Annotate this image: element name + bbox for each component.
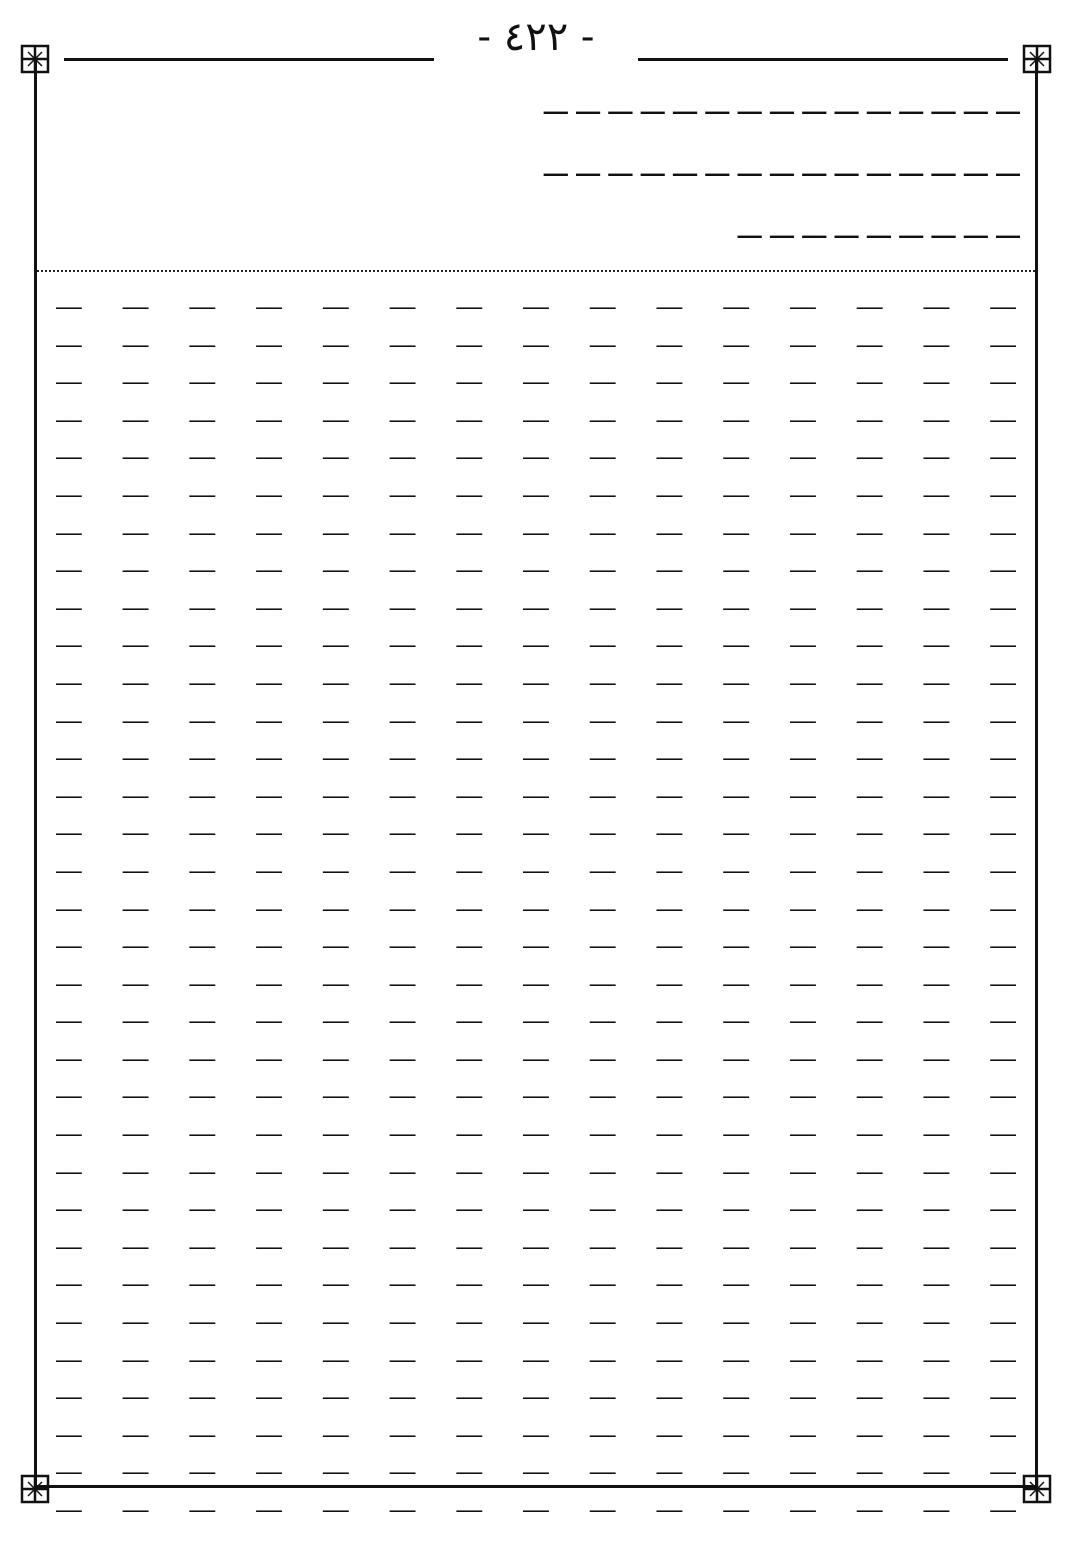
commentary-line: ـــــ ـــــ ـــــ ـــــ ـــــ ـــــ ـــــ ـــــ ـــــ ـــــ ـــــ ـــــ ـــــ ـــــ ـــــ	[56, 857, 1016, 878]
page-number: - ٤٢٢ -	[477, 14, 595, 60]
commentary-line: ـــــ ـــــ ـــــ ـــــ ـــــ ـــــ ـــــ ـــــ ـــــ ـــــ ـــــ ـــــ ـــــ ـــــ ـــــ	[56, 1309, 1016, 1330]
commentary-line: ـــــ ـــــ ـــــ ـــــ ـــــ ـــــ ـــــ ـــــ ـــــ ـــــ ـــــ ـــــ ـــــ ـــــ ـــــ	[56, 895, 1016, 916]
commentary-line: ـــــ ـــــ ـــــ ـــــ ـــــ ـــــ ـــــ ـــــ ـــــ ـــــ ـــــ ـــــ ـــــ ـــــ ـــــ	[56, 406, 1016, 427]
corner-ornament-icon	[20, 1474, 50, 1504]
commentary-line: ـــــ ـــــ ـــــ ـــــ ـــــ ـــــ ـــــ ـــــ ـــــ ـــــ ـــــ ـــــ ـــــ ـــــ ـــــ	[56, 1158, 1016, 1179]
commentary-line: ـــــ ـــــ ـــــ ـــــ ـــــ ـــــ ـــــ ـــــ ـــــ ـــــ ـــــ ـــــ ـــــ ـــــ ـــــ	[56, 444, 1016, 465]
commentary-line: ـــــ ـــــ ـــــ ـــــ ـــــ ـــــ ـــــ ـــــ ـــــ ـــــ ـــــ ـــــ ـــــ ـــــ ـــــ	[56, 1045, 1016, 1066]
commentary-line: ـــــ ـــــ ـــــ ـــــ ـــــ ـــــ ـــــ ـــــ ـــــ ـــــ ـــــ ـــــ ـــــ ـــــ ـــــ	[56, 481, 1016, 502]
commentary-line: ـــــ ـــــ ـــــ ـــــ ـــــ ـــــ ـــــ ـــــ ـــــ ـــــ ـــــ ـــــ ـــــ ـــــ ـــــ	[56, 707, 1016, 728]
commentary-line: ـــــ ـــــ ـــــ ـــــ ـــــ ـــــ ـــــ ـــــ ـــــ ـــــ ـــــ ـــــ ـــــ ـــــ ـــــ	[56, 1346, 1016, 1367]
commentary-line: ـــــ ـــــ ـــــ ـــــ ـــــ ـــــ ـــــ ـــــ ـــــ ـــــ ـــــ ـــــ ـــــ ـــــ ـــــ	[56, 782, 1016, 803]
hadith-line: ـــ ـــ ـــ ـــ ـــ ـــ ـــ ـــ ـــ ـــ ـــ ـــ ـــ ـــ ـــ	[543, 90, 1020, 121]
commentary-line: ـــــ ـــــ ـــــ ـــــ ـــــ ـــــ ـــــ ـــــ ـــــ ـــــ ـــــ ـــــ ـــــ ـــــ ـــــ	[56, 1233, 1016, 1254]
commentary-line: ـــــ ـــــ ـــــ ـــــ ـــــ ـــــ ـــــ ـــــ ـــــ ـــــ ـــــ ـــــ ـــــ ـــــ ـــــ	[56, 745, 1016, 766]
commentary-line: ـــــ ـــــ ـــــ ـــــ ـــــ ـــــ ـــــ ـــــ ـــــ ـــــ ـــــ ـــــ ـــــ ـــــ ـــــ	[56, 933, 1016, 954]
commentary-text	[56, 286, 1016, 1527]
commentary-line: ـــــ ـــــ ـــــ ـــــ ـــــ ـــــ ـــــ ـــــ ـــــ ـــــ ـــــ ـــــ ـــــ ـــــ ـــــ	[56, 970, 1016, 991]
commentary-line: ـــــ ـــــ ـــــ ـــــ ـــــ ـــــ ـــــ ـــــ ـــــ ـــــ ـــــ ـــــ ـــــ ـــــ ـــــ	[56, 820, 1016, 841]
commentary-line: ـــــ ـــــ ـــــ ـــــ ـــــ ـــــ ـــــ ـــــ ـــــ ـــــ ـــــ ـــــ ـــــ ـــــ ـــــ	[56, 1008, 1016, 1029]
commentary-line: ـــــ ـــــ ـــــ ـــــ ـــــ ـــــ ـــــ ـــــ ـــــ ـــــ ـــــ ـــــ ـــــ ـــــ ـــــ	[56, 1271, 1016, 1292]
commentary-line: ـــــ ـــــ ـــــ ـــــ ـــــ ـــــ ـــــ ـــــ ـــــ ـــــ ـــــ ـــــ ـــــ ـــــ ـــــ	[56, 594, 1016, 615]
section-divider	[37, 270, 1035, 272]
commentary-line: ـــــ ـــــ ـــــ ـــــ ـــــ ـــــ ـــــ ـــــ ـــــ ـــــ ـــــ ـــــ ـــــ ـــــ ـــــ	[56, 369, 1016, 390]
commentary-line: ـــــ ـــــ ـــــ ـــــ ـــــ ـــــ ـــــ ـــــ ـــــ ـــــ ـــــ ـــــ ـــــ ـــــ ـــــ	[56, 669, 1016, 690]
corner-ornament-icon	[20, 44, 50, 74]
commentary-line: ـــــ ـــــ ـــــ ـــــ ـــــ ـــــ ـــــ ـــــ ـــــ ـــــ ـــــ ـــــ ـــــ ـــــ ـــــ	[56, 1121, 1016, 1142]
commentary-line: ـــــ ـــــ ـــــ ـــــ ـــــ ـــــ ـــــ ـــــ ـــــ ـــــ ـــــ ـــــ ـــــ ـــــ ـــــ	[56, 1421, 1016, 1442]
hadith-text	[70, 75, 1020, 261]
commentary-line: ـــــ ـــــ ـــــ ـــــ ـــــ ـــــ ـــــ ـــــ ـــــ ـــــ ـــــ ـــــ ـــــ ـــــ ـــــ	[56, 519, 1016, 540]
hadith-line: ـــ ـــ ـــ ـــ ـــ ـــ ـــ ـــ ـــ	[737, 214, 1020, 245]
commentary-line: ـــــ ـــــ ـــــ ـــــ ـــــ ـــــ ـــــ ـــــ ـــــ ـــــ ـــــ ـــــ ـــــ ـــــ ـــــ	[56, 331, 1016, 352]
commentary-line: ـــــ ـــــ ـــــ ـــــ ـــــ ـــــ ـــــ ـــــ ـــــ ـــــ ـــــ ـــــ ـــــ ـــــ ـــــ	[56, 1384, 1016, 1405]
commentary-line: ـــــ ـــــ ـــــ ـــــ ـــــ ـــــ ـــــ ـــــ ـــــ ـــــ ـــــ ـــــ ـــــ ـــــ ـــــ	[56, 632, 1016, 653]
commentary-line: ـــــ ـــــ ـــــ ـــــ ـــــ ـــــ ـــــ ـــــ ـــــ ـــــ ـــــ ـــــ ـــــ ـــــ ـــــ	[56, 1083, 1016, 1104]
commentary-line: ـــــ ـــــ ـــــ ـــــ ـــــ ـــــ ـــــ ـــــ ـــــ ـــــ ـــــ ـــــ ـــــ ـــــ ـــــ	[56, 1459, 1016, 1480]
hadith-line: ـــ ـــ ـــ ـــ ـــ ـــ ـــ ـــ ـــ ـــ ـــ ـــ ـــ ـــ ـــ	[543, 152, 1020, 183]
top-border-right	[638, 58, 1008, 61]
corner-ornament-icon	[1022, 1474, 1052, 1504]
commentary-line: ـــــ ـــــ ـــــ ـــــ ـــــ ـــــ ـــــ ـــــ ـــــ ـــــ ـــــ ـــــ ـــــ ـــــ ـــــ	[56, 1196, 1016, 1217]
commentary-line: ـــــ ـــــ ـــــ ـــــ ـــــ ـــــ ـــــ ـــــ ـــــ ـــــ ـــــ ـــــ ـــــ ـــــ ـــــ	[56, 1497, 1016, 1517]
corner-ornament-icon	[1022, 44, 1052, 74]
commentary-line: ـــــ ـــــ ـــــ ـــــ ـــــ ـــــ ـــــ ـــــ ـــــ ـــــ ـــــ ـــــ ـــــ ـــــ ـــــ	[56, 294, 1016, 314]
top-border-left	[64, 58, 434, 61]
commentary-line: ـــــ ـــــ ـــــ ـــــ ـــــ ـــــ ـــــ ـــــ ـــــ ـــــ ـــــ ـــــ ـــــ ـــــ ـــــ	[56, 557, 1016, 578]
